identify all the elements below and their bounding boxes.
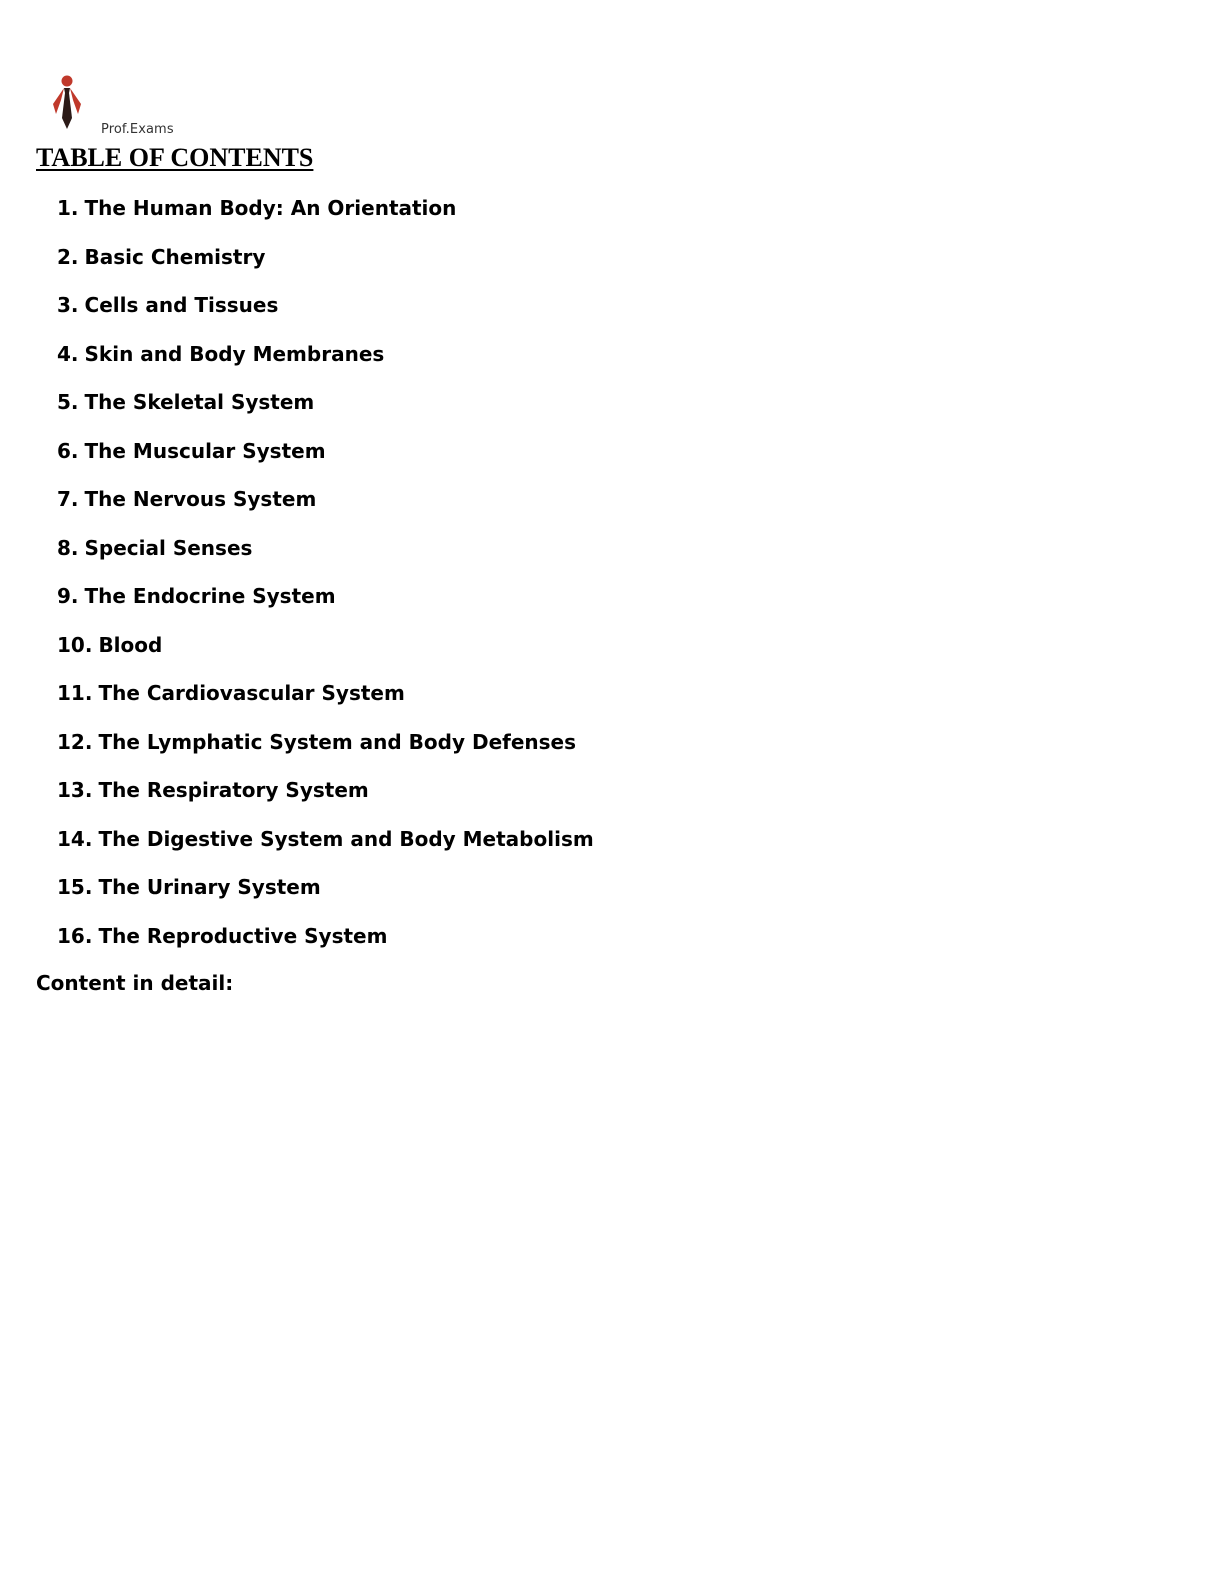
toc-item-number: 4. [57,341,79,366]
toc-item [57,290,594,339]
toc-item-number: 5. [57,390,79,414]
toc-item-label: The Cardiovascular System [98,681,405,705]
toc-item [57,630,594,679]
toc-item-label: The Digestive System and Body Metabolism [98,826,594,851]
toc-item-label: The Human Body: An Orientation [84,196,457,220]
toc-item-label: Special Senses [84,535,253,560]
toc-item-number: 8. [57,535,79,560]
toc-item-label: Basic Chemistry [84,244,266,269]
toc-item [57,921,594,970]
toc-item-label: The Endocrine System [84,584,336,608]
prof-exams-logo-icon [50,74,86,134]
toc-item [57,436,594,485]
toc-item [57,484,594,533]
toc-item-number: 6. [57,438,79,463]
toc-item-label: Cells and Tissues [84,293,279,317]
toc-item-number: 10. [57,632,93,657]
toc-list [57,193,594,969]
toc-item [57,872,594,921]
content-detail-heading: Content in detail: [36,971,234,995]
toc-item-number: 12. [57,729,93,754]
toc-item [57,533,594,582]
toc-item-label: The Urinary System [98,875,321,899]
brand-name: Prof.Exams [101,122,174,137]
toc-item-label: Skin and Body Membranes [84,341,385,366]
toc-item-label: Blood [98,632,163,657]
toc-item-number: 14. [57,826,93,851]
toc-item [57,193,594,242]
toc-item-label: The Reproductive System [98,923,388,948]
toc-item [57,387,594,436]
toc-item-label: The Muscular System [84,438,326,463]
toc-item [57,775,594,824]
toc-item-label: The Respiratory System [98,778,369,802]
toc-item-number: 1. [57,196,79,220]
toc-item [57,824,594,873]
toc-item-number: 13. [57,778,93,802]
toc-item [57,339,594,388]
toc-item-number: 11. [57,681,93,705]
toc-item [57,678,594,727]
toc-item [57,581,594,630]
toc-item-label: The Lymphatic System and Body Defenses [98,729,577,754]
toc-item-number: 3. [57,293,79,317]
toc-item [57,727,594,776]
toc-item-number: 9. [57,584,79,608]
toc-title: TABLE OF CONTENTS [36,143,314,172]
toc-item-number: 2. [57,244,79,269]
toc-item-number: 16. [57,923,93,948]
toc-item-label: The Nervous System [84,487,317,511]
toc-item-number: 7. [57,487,79,511]
toc-item [57,242,594,291]
toc-item-label: The Skeletal System [84,390,315,414]
toc-item-number: 15. [57,875,93,899]
